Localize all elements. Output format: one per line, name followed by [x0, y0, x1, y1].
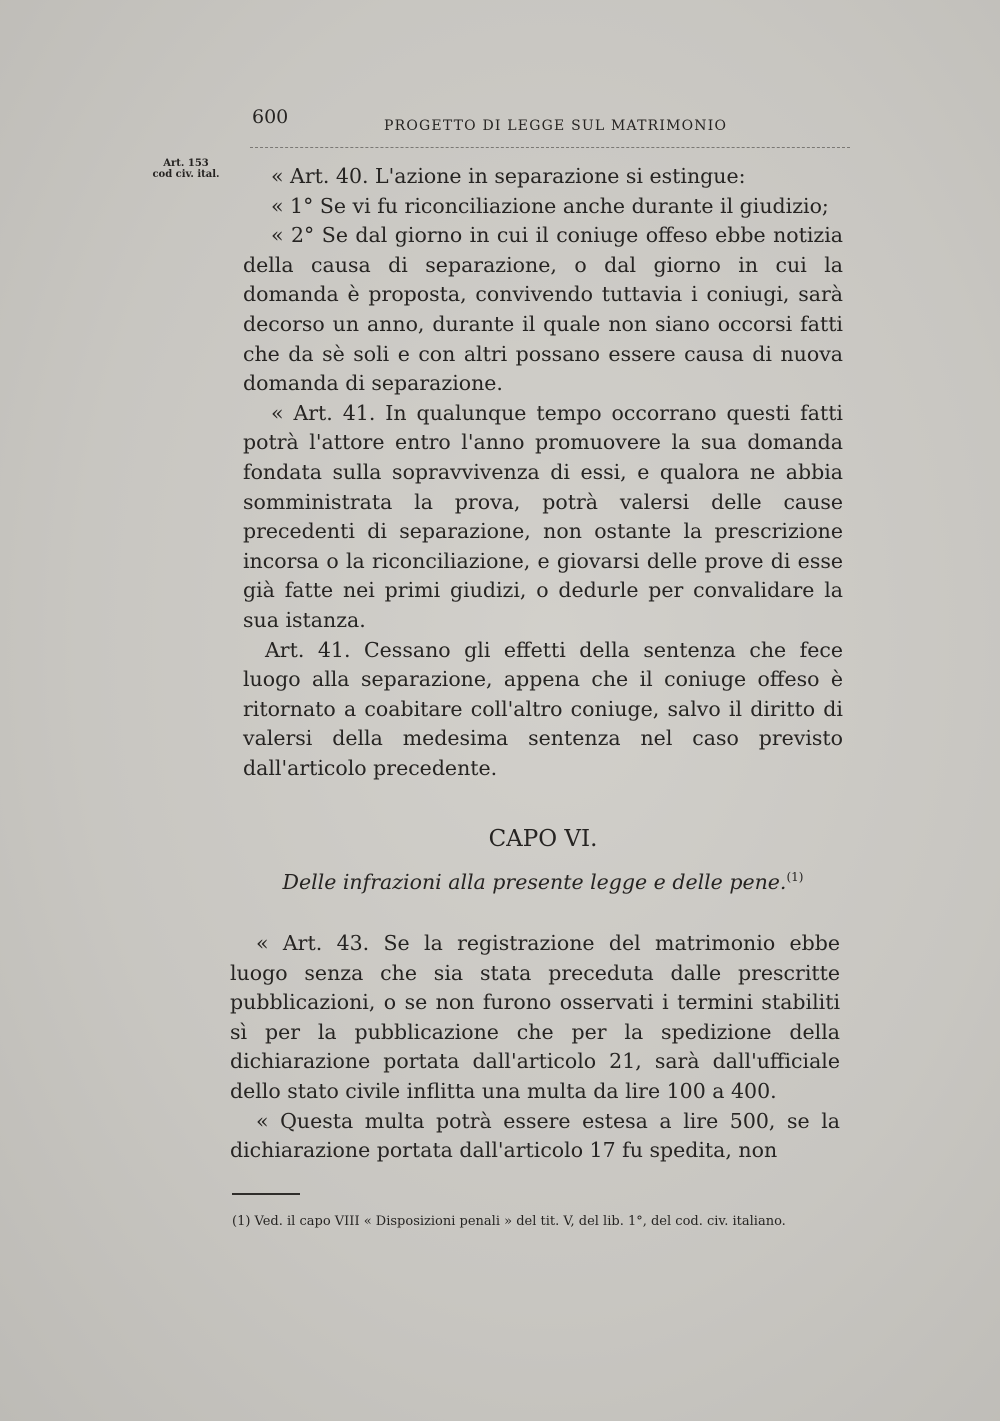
footnote-divider [232, 1193, 300, 1195]
footnote: (1) Ved. il capo VIII « Disposizioni penali » del tit. V, del lib. 1°, del cod. civ. italiano. [232, 1214, 786, 1229]
running-head: PROGETTO DI LEGGE SUL MATRIMONIO [384, 118, 728, 134]
margin-note-line1: Art. 153 [163, 158, 209, 169]
margin-note [144, 158, 228, 180]
footnote-marker: (1) [786, 870, 804, 885]
body-section-1 [243, 162, 843, 783]
paragraph-art-43: « Art. 43. Se la registrazione del matrimonio ebbe luogo senza che sia stata preceduta dalle prescritte pubblicazioni, o se non furono osservati i termini stabiliti sì per la pubblicazione che per la spedizione della dichiarazione portata dall'articolo 21, sarà dall'ufficiale dello stato civile inflitta una multa da lire 100 a 400. [230, 931, 840, 1103]
paragraph-art-41: « Art. 41. In qualunque tempo occorrano questi fatti potrà l'attore entro l'anno promuovere la sua domanda fondata sulla sopravvivenza di essi, e qualora ne abbia somministrata la prova, potrà valersi delle cause precedenti di separazione, non ostante la prescrizione incorsa o la riconciliazione, e giovarsi delle prove di esse già fatte nei primi giudizi, o dedurle per convalidare la sua istanza. [243, 400, 843, 632]
body-section-2 [230, 929, 840, 1166]
chapter-subtitle [243, 870, 843, 894]
paragraph-item-2: « 2° Se dal giorno in cui il coniuge offeso ebbe notizia della causa di separazione, o dal giorno in cui la domanda è proposta, convivendo tuttavia i coniugi, sarà decorso un anno, durante il quale non siano occorsi fatti che da sè soli e con altri possano essere causa di nuova domanda di separazione. [243, 223, 843, 396]
chapter-subtitle-text: Delle infrazioni alla presente legge e delle pene. [282, 870, 787, 894]
paragraph-multa: « Questa multa potrà essere estesa a lire 500, se la dichiarazione portata dall'articolo 17 fu spedita, non [230, 1108, 840, 1163]
page-number: 600 [252, 106, 289, 128]
chapter-title: CAPO VI. [488, 826, 598, 852]
paragraph-art-40: « Art. 40. L'azione in separazione si estingue: [271, 164, 746, 188]
header-divider [250, 147, 850, 148]
paragraph-item-1: « 1° Se vi fu riconciliazione anche durante il giudizio; [271, 193, 829, 218]
margin-note-line2: cod civ. ital. [152, 169, 220, 180]
paragraph-art-41-b: Art. 41. Cessano gli effetti della sentenza che fece luogo alla separazione, appena che il coniuge offeso è ritornato a coabitare coll'altro coniuge, salvo il diritto di valersi della medesima sentenza nel caso previsto dall'articolo precedente. [243, 637, 843, 780]
